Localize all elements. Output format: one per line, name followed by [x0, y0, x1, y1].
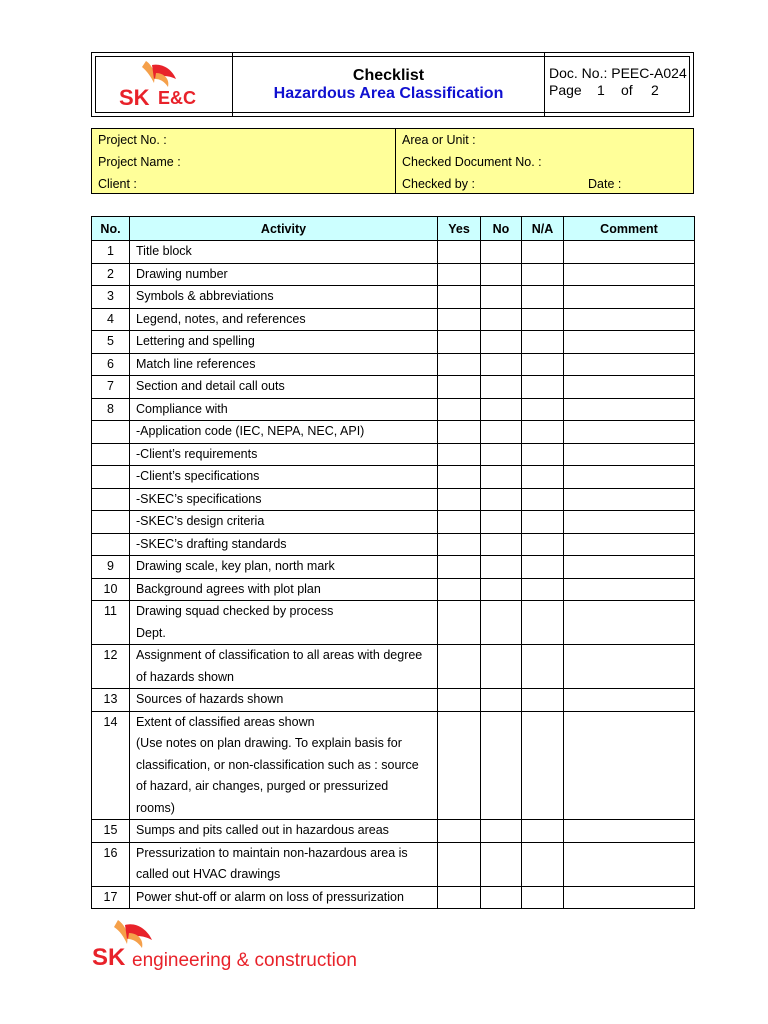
table-row — [92, 488, 695, 511]
comment-cell[interactable] — [564, 421, 695, 444]
project-info — [91, 128, 694, 194]
header-title-block — [233, 53, 545, 116]
activity-line: Drawing squad checked by process — [136, 604, 334, 618]
row-number — [92, 421, 130, 444]
row-number — [92, 466, 130, 489]
table-row — [92, 578, 695, 601]
checked-by-field[interactable]: Checked by : — [402, 177, 475, 191]
row-number: 16 — [92, 842, 130, 886]
table-row — [92, 286, 695, 309]
row-activity — [130, 263, 438, 286]
row-number: 4 — [92, 308, 130, 331]
project-no-field[interactable]: Project No. : — [98, 133, 167, 147]
row-number: 12 — [92, 645, 130, 689]
yes-cell[interactable] — [438, 533, 481, 556]
row-activity — [130, 578, 438, 601]
table-row — [92, 263, 695, 286]
comment-cell[interactable] — [564, 820, 695, 843]
activity-line: Assignment of classification to all areas with degree — [136, 648, 423, 662]
na-cell[interactable] — [522, 286, 564, 309]
yes-cell[interactable] — [438, 308, 481, 331]
row-activity — [130, 601, 438, 645]
yes-cell[interactable] — [438, 466, 481, 489]
comment-cell[interactable] — [564, 556, 695, 579]
na-cell[interactable] — [522, 689, 564, 712]
page-of: of — [621, 82, 633, 98]
comment-cell[interactable] — [564, 331, 695, 354]
page-total: 2 — [651, 82, 659, 98]
table-row — [92, 842, 695, 886]
row-activity — [130, 533, 438, 556]
activity-line: Title block — [136, 244, 192, 258]
table-row — [92, 308, 695, 331]
yes-cell[interactable] — [438, 556, 481, 579]
no-cell[interactable] — [481, 556, 522, 579]
row-number — [92, 533, 130, 556]
table-row — [92, 556, 695, 579]
table-header-row — [92, 217, 695, 241]
row-activity — [130, 488, 438, 511]
col-header-yes: Yes — [438, 217, 481, 241]
no-cell[interactable] — [481, 645, 522, 689]
activity-line: -SKEC’s specifications — [136, 491, 262, 506]
table-row — [92, 331, 695, 354]
comment-cell[interactable] — [564, 886, 695, 909]
checked-doc-field[interactable]: Checked Document No. : — [402, 155, 542, 169]
activity-line: Symbols & abbreviations — [136, 289, 274, 303]
na-cell[interactable] — [522, 556, 564, 579]
table-row — [92, 820, 695, 843]
activity-line: Lettering and spelling — [136, 334, 255, 348]
doc-number: Doc. No.: PEEC-A024 — [549, 65, 687, 81]
no-cell[interactable] — [481, 886, 522, 909]
yes-cell[interactable] — [438, 353, 481, 376]
col-header-no-answer: No — [481, 217, 522, 241]
table-row — [92, 511, 695, 534]
document-header — [91, 52, 694, 117]
na-cell[interactable] — [522, 241, 564, 264]
comment-cell[interactable] — [564, 308, 695, 331]
table-row — [92, 398, 695, 421]
table-row — [92, 376, 695, 399]
no-cell[interactable] — [481, 331, 522, 354]
na-cell[interactable] — [522, 443, 564, 466]
row-number: 10 — [92, 578, 130, 601]
sk-ec-logo — [92, 53, 233, 116]
yes-cell[interactable] — [438, 331, 481, 354]
activity-line: -Client’s specifications — [136, 469, 260, 483]
row-number: 9 — [92, 556, 130, 579]
no-cell[interactable] — [481, 601, 522, 645]
row-activity — [130, 286, 438, 309]
activity-line: Pressurization to maintain non-hazardous area is — [136, 845, 408, 860]
activity-line: Sources of hazards shown — [136, 692, 284, 706]
row-activity — [130, 421, 438, 444]
doc-info — [545, 53, 693, 116]
row-activity — [130, 443, 438, 466]
yes-cell[interactable] — [438, 842, 481, 886]
table-row — [92, 601, 695, 645]
na-cell[interactable] — [522, 421, 564, 444]
row-activity — [130, 353, 438, 376]
no-cell[interactable] — [481, 466, 522, 489]
row-activity — [130, 886, 438, 909]
project-name-field[interactable]: Project Name : — [98, 155, 181, 169]
yes-cell[interactable] — [438, 711, 481, 820]
comment-cell[interactable] — [564, 263, 695, 286]
na-cell[interactable] — [522, 488, 564, 511]
no-cell[interactable] — [481, 488, 522, 511]
no-cell[interactable] — [481, 241, 522, 264]
row-number: 6 — [92, 353, 130, 376]
yes-cell[interactable] — [438, 443, 481, 466]
no-cell[interactable] — [481, 711, 522, 820]
yes-cell[interactable] — [438, 578, 481, 601]
comment-cell[interactable] — [564, 466, 695, 489]
na-cell[interactable] — [522, 842, 564, 886]
na-cell[interactable] — [522, 353, 564, 376]
no-cell[interactable] — [481, 286, 522, 309]
date-field[interactable]: Date : — [588, 177, 622, 191]
row-activity — [130, 308, 438, 331]
row-number — [92, 488, 130, 511]
row-number: 5 — [92, 331, 130, 354]
comment-cell[interactable] — [564, 533, 695, 556]
yes-cell[interactable] — [438, 421, 481, 444]
activity-line: -SKEC’s design criteria — [136, 514, 265, 528]
activity-line: Power shut-off or alarm on loss of pressurization — [136, 889, 404, 904]
activity-line: classification, or non-classification such as : source — [136, 757, 419, 772]
yes-cell[interactable] — [438, 601, 481, 645]
comment-cell[interactable] — [564, 398, 695, 421]
no-cell[interactable] — [481, 689, 522, 712]
no-cell[interactable] — [481, 820, 522, 843]
na-cell[interactable] — [522, 308, 564, 331]
client-field[interactable]: Client : — [98, 177, 137, 191]
col-header-activity: Activity — [130, 217, 438, 241]
yes-cell[interactable] — [438, 886, 481, 909]
row-activity — [130, 645, 438, 689]
activity-line: -Application code (IEC, NEPA, NEC, API) — [136, 424, 365, 438]
row-activity — [130, 689, 438, 712]
na-cell[interactable] — [522, 886, 564, 909]
activity-line: Extent of classified areas shown — [136, 714, 315, 729]
page-label: Page — [549, 82, 582, 98]
page-number: 1 — [597, 82, 605, 98]
na-cell[interactable] — [522, 511, 564, 534]
row-activity — [130, 842, 438, 886]
page-counter — [549, 82, 693, 99]
comment-cell[interactable] — [564, 488, 695, 511]
row-number: 11 — [92, 601, 130, 645]
area-unit-field[interactable]: Area or Unit : — [402, 133, 476, 147]
table-row — [92, 421, 695, 444]
na-cell[interactable] — [522, 376, 564, 399]
activity-line: -Client’s requirements — [136, 446, 258, 461]
page-title: Checklist — [352, 66, 425, 84]
row-activity — [130, 331, 438, 354]
comment-cell[interactable] — [564, 689, 695, 712]
table-row — [92, 645, 695, 689]
activity-line: -SKEC’s drafting standards — [136, 536, 287, 551]
activity-line: Drawing number — [136, 266, 228, 281]
table-row — [92, 533, 695, 556]
no-cell[interactable] — [481, 308, 522, 331]
footer-logo-mark: SK — [92, 944, 126, 971]
row-number: 15 — [92, 820, 130, 843]
comment-cell[interactable] — [564, 578, 695, 601]
page-subtitle: Hazardous Area Classification — [273, 84, 504, 102]
na-cell[interactable] — [522, 533, 564, 556]
table-row — [92, 353, 695, 376]
activity-line: Background agrees with plot plan — [136, 581, 321, 596]
row-number: 1 — [92, 241, 130, 264]
no-cell[interactable] — [481, 578, 522, 601]
row-number: 14 — [92, 711, 130, 820]
row-activity — [130, 711, 438, 820]
comment-cell[interactable] — [564, 443, 695, 466]
activity-line: of hazards shown — [136, 669, 234, 684]
yes-cell[interactable] — [438, 376, 481, 399]
yes-cell[interactable] — [438, 263, 481, 286]
activity-line: Legend, notes, and references — [136, 311, 306, 326]
row-number: 3 — [92, 286, 130, 309]
row-number: 17 — [92, 886, 130, 909]
row-number — [92, 443, 130, 466]
activity-line: Section and detail call outs — [136, 379, 285, 393]
activity-line: Match line references — [136, 356, 256, 371]
comment-cell[interactable] — [564, 645, 695, 689]
row-activity — [130, 376, 438, 399]
table-row — [92, 443, 695, 466]
comment-cell[interactable] — [564, 842, 695, 886]
activity-line: (Use notes on plan drawing. To explain basis for — [136, 736, 402, 750]
activity-line: Drawing scale, key plan, north mark — [136, 559, 335, 573]
yes-cell[interactable] — [438, 820, 481, 843]
no-cell[interactable] — [481, 398, 522, 421]
row-activity — [130, 398, 438, 421]
col-header-comment: Comment — [564, 217, 695, 241]
na-cell[interactable] — [522, 711, 564, 820]
na-cell[interactable] — [522, 578, 564, 601]
yes-cell[interactable] — [438, 689, 481, 712]
col-header-na: N/A — [522, 217, 564, 241]
yes-cell[interactable] — [438, 645, 481, 689]
no-cell[interactable] — [481, 443, 522, 466]
comment-cell[interactable] — [564, 711, 695, 820]
no-cell[interactable] — [481, 421, 522, 444]
no-cell[interactable] — [481, 376, 522, 399]
na-cell[interactable] — [522, 263, 564, 286]
comment-cell[interactable] — [564, 241, 695, 264]
row-activity — [130, 241, 438, 264]
no-cell[interactable] — [481, 533, 522, 556]
comment-cell[interactable] — [564, 511, 695, 534]
comment-cell[interactable] — [564, 286, 695, 309]
row-number: 13 — [92, 689, 130, 712]
na-cell[interactable] — [522, 331, 564, 354]
row-number: 2 — [92, 263, 130, 286]
yes-cell[interactable] — [438, 241, 481, 264]
no-cell[interactable] — [481, 842, 522, 886]
yes-cell[interactable] — [438, 511, 481, 534]
activity-line: called out HVAC drawings — [136, 867, 281, 881]
table-row — [92, 241, 695, 264]
row-number — [92, 511, 130, 534]
footer-logo-text: engineering & construction — [132, 950, 357, 971]
activity-line: Sumps and pits called out in hazardous areas — [136, 823, 389, 837]
col-header-no: No. — [92, 217, 130, 241]
table-row — [92, 711, 695, 820]
logo-suffix: E&C — [158, 88, 197, 108]
logo-mark: SK — [119, 85, 150, 110]
na-cell[interactable] — [522, 398, 564, 421]
table-row — [92, 689, 695, 712]
comment-cell[interactable] — [564, 376, 695, 399]
activity-line: Dept. — [136, 625, 166, 640]
yes-cell[interactable] — [438, 286, 481, 309]
row-number: 7 — [92, 376, 130, 399]
row-activity — [130, 466, 438, 489]
na-cell[interactable] — [522, 466, 564, 489]
table-row — [92, 466, 695, 489]
table-row — [92, 886, 695, 909]
row-activity — [130, 556, 438, 579]
yes-cell[interactable] — [438, 488, 481, 511]
yes-cell[interactable] — [438, 398, 481, 421]
activity-line: of hazard, air changes, purged or pressurized — [136, 779, 389, 793]
row-activity — [130, 820, 438, 843]
na-cell[interactable] — [522, 820, 564, 843]
activity-line: Compliance with — [136, 401, 228, 416]
comment-cell[interactable] — [564, 353, 695, 376]
na-cell[interactable] — [522, 645, 564, 689]
row-activity — [130, 511, 438, 534]
activity-line: rooms) — [136, 800, 175, 815]
no-cell[interactable] — [481, 263, 522, 286]
na-cell[interactable] — [522, 601, 564, 645]
no-cell[interactable] — [481, 353, 522, 376]
no-cell[interactable] — [481, 511, 522, 534]
checklist-table — [91, 216, 695, 909]
row-number: 8 — [92, 398, 130, 421]
comment-cell[interactable] — [564, 601, 695, 645]
